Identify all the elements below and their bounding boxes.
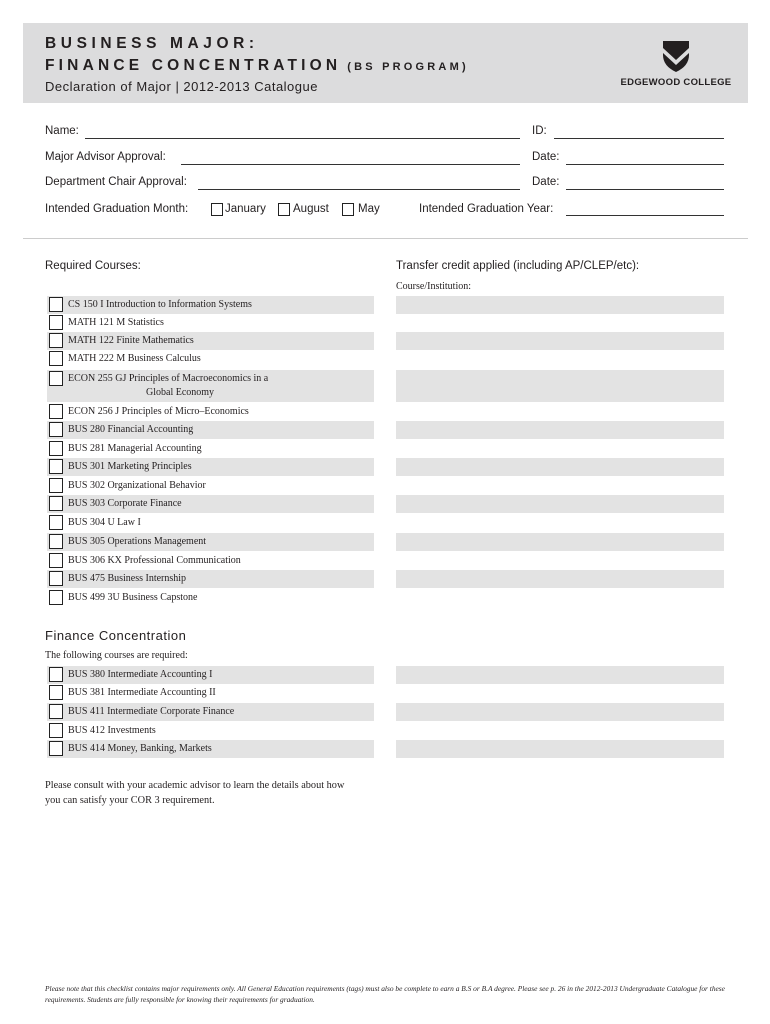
finance-course-row <box>47 740 374 758</box>
course-label: CS 150 I Introduction to Information Systems <box>68 299 252 310</box>
course-row <box>47 314 374 332</box>
transfer-entry[interactable] <box>396 370 724 402</box>
course-row <box>47 495 374 513</box>
january-checkbox[interactable] <box>211 203 223 216</box>
transfer-entry[interactable] <box>396 740 724 758</box>
consult-note-line-1: Please consult with your academic advisor to learn the details about how <box>45 780 345 791</box>
course-label: BUS 411 Intermediate Corporate Finance <box>68 706 235 717</box>
course-checkbox[interactable] <box>49 723 63 738</box>
college-logo <box>617 39 735 93</box>
august-checkbox[interactable] <box>278 203 290 216</box>
subtitle: Declaration of Major | 2012-2013 Catalogue <box>45 79 318 94</box>
title-main: FINANCE CONCENTRATION <box>45 57 342 74</box>
date-label-advisor: Date: <box>532 151 560 163</box>
course-checkbox[interactable] <box>49 441 63 456</box>
date-field-advisor[interactable] <box>566 164 724 165</box>
course-checkbox[interactable] <box>49 478 63 493</box>
course-checkbox[interactable] <box>49 534 63 549</box>
course-label: MATH 222 M Business Calculus <box>68 353 201 364</box>
advisor-approval-label: Major Advisor Approval: <box>45 151 166 163</box>
course-checkbox[interactable] <box>49 571 63 586</box>
shield-chevron-icon <box>659 39 693 73</box>
footer-note: Please note that this checklist contains major requirements only. All General Education requirements (tags) must also be complete to earn a B.S or B.A degree. Please see p. 26 in the 2012-2013 Undergraduate Catalogue for these requirements. Students are fully responsible for knowing their requirements for graduation. <box>45 984 725 1004</box>
transfer-entry[interactable] <box>396 495 724 513</box>
course-label-line-2: Global Economy <box>146 386 215 398</box>
course-checkbox[interactable] <box>49 685 63 700</box>
course-checkbox[interactable] <box>49 496 63 511</box>
course-checkbox[interactable] <box>49 667 63 682</box>
course-checkbox[interactable] <box>49 351 63 366</box>
course-label: BUS 381 Intermediate Accounting II <box>68 687 216 698</box>
course-label: BUS 302 Organizational Behavior <box>68 480 206 491</box>
finance-course-row <box>47 722 374 740</box>
january-label: January <box>225 203 266 215</box>
may-label: May <box>358 203 380 215</box>
course-row <box>47 440 374 458</box>
course-checkbox[interactable] <box>49 371 63 386</box>
finance-course-row <box>47 703 374 721</box>
consult-note-line-2: you can satisfy your COR 3 requirement. <box>45 795 215 806</box>
course-row <box>47 403 374 421</box>
advisor-approval-field[interactable] <box>181 164 520 165</box>
course-row <box>47 458 374 476</box>
transfer-credit-heading: Transfer credit applied (including AP/CLEP/etc): <box>396 260 640 272</box>
course-label: BUS 380 Intermediate Accounting I <box>68 669 213 680</box>
date-label-chair: Date: <box>532 176 560 188</box>
course-row <box>47 421 374 439</box>
course-checkbox[interactable] <box>49 459 63 474</box>
course-row <box>47 533 374 551</box>
course-checkbox[interactable] <box>49 333 63 348</box>
transfer-entry[interactable] <box>396 421 724 439</box>
finance-course-row <box>47 684 374 702</box>
title-line-2 <box>45 57 469 75</box>
date-field-chair[interactable] <box>566 189 724 190</box>
course-label: BUS 414 Money, Banking, Markets <box>68 743 212 754</box>
transfer-entry[interactable] <box>396 533 724 551</box>
title-suffix: (BS PROGRAM) <box>347 61 469 73</box>
course-institution-label: Course/Institution: <box>396 281 471 292</box>
course-row <box>47 570 374 588</box>
finance-concentration-heading: Finance Concentration <box>45 628 187 643</box>
id-label: ID: <box>532 125 547 137</box>
chair-approval-field[interactable] <box>198 189 520 190</box>
course-label: BUS 281 Managerial Accounting <box>68 443 202 454</box>
course-label: MATH 122 Finite Mathematics <box>68 335 194 346</box>
course-label-line-1: ECON 255 GJ Principles of Macroeconomics in a <box>68 373 269 384</box>
course-row <box>47 350 374 368</box>
transfer-entry[interactable] <box>396 666 724 684</box>
course-checkbox[interactable] <box>49 741 63 756</box>
finance-intro: The following courses are required: <box>45 650 188 661</box>
course-label: BUS 304 U Law I <box>68 517 141 528</box>
course-label: BUS 306 KX Professional Communication <box>68 555 241 566</box>
grad-year-label: Intended Graduation Year: <box>419 203 554 215</box>
title-line-1: BUSINESS MAJOR: <box>45 35 259 52</box>
course-checkbox[interactable] <box>49 297 63 312</box>
transfer-entry[interactable] <box>396 332 724 350</box>
course-label: BUS 412 Investments <box>68 725 156 736</box>
name-field[interactable] <box>85 138 520 139</box>
course-checkbox[interactable] <box>49 590 63 605</box>
course-row <box>47 370 374 402</box>
course-label: BUS 303 Corporate Finance <box>68 498 182 509</box>
finance-course-row <box>47 666 374 684</box>
chair-approval-label: Department Chair Approval: <box>45 176 187 188</box>
course-label: MATH 121 M Statistics <box>68 317 164 328</box>
course-checkbox[interactable] <box>49 404 63 419</box>
course-checkbox[interactable] <box>49 704 63 719</box>
course-label: BUS 499 3U Business Capstone <box>68 592 198 603</box>
name-label: Name: <box>45 125 79 137</box>
course-label <box>68 372 268 399</box>
course-row <box>47 477 374 495</box>
course-label: BUS 305 Operations Management <box>68 536 207 547</box>
course-row <box>47 552 374 570</box>
august-label: August <box>293 203 329 215</box>
logo-text: EDGEWOOD COLLEGE <box>620 77 732 88</box>
transfer-entry[interactable] <box>396 570 724 588</box>
id-field[interactable] <box>554 138 724 139</box>
header-banner <box>23 23 748 103</box>
course-label: BUS 475 Business Internship <box>68 573 187 584</box>
course-label: ECON 256 J Principles of Micro–Economics <box>68 406 249 417</box>
course-row <box>47 514 374 532</box>
course-row <box>47 296 374 314</box>
transfer-entry[interactable] <box>396 296 724 314</box>
grad-month-label: Intended Graduation Month: <box>45 203 189 215</box>
grad-year-field[interactable] <box>566 215 724 216</box>
course-row <box>47 589 374 607</box>
course-checkbox[interactable] <box>49 515 63 530</box>
course-row <box>47 332 374 350</box>
section-divider <box>23 238 748 239</box>
transfer-entry[interactable] <box>396 703 724 721</box>
course-label: BUS 280 Financial Accounting <box>68 424 194 435</box>
may-checkbox[interactable] <box>342 203 354 216</box>
course-checkbox[interactable] <box>49 553 63 568</box>
required-courses-heading: Required Courses: <box>45 260 141 272</box>
transfer-entry[interactable] <box>396 458 724 476</box>
course-label: BUS 301 Marketing Principles <box>68 461 192 472</box>
course-checkbox[interactable] <box>49 422 63 437</box>
course-checkbox[interactable] <box>49 315 63 330</box>
